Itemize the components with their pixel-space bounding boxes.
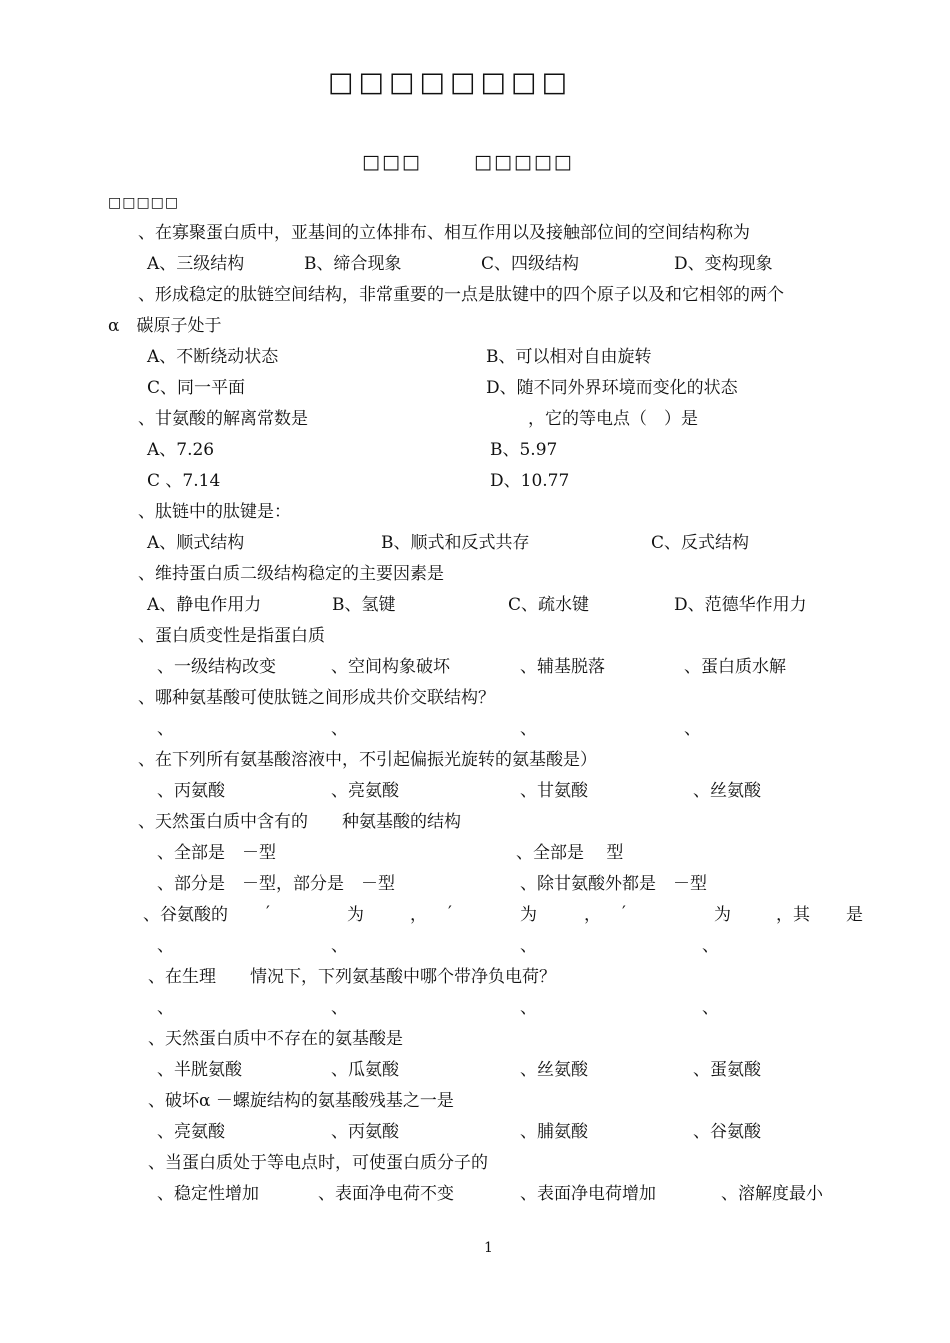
option-b: 、空间构象破坏	[331, 657, 450, 677]
option-c: 、辅基脱落	[520, 657, 605, 677]
option-d: 、除甘氨酸外都是 －型	[520, 874, 707, 894]
option-b: 、亮氨酸	[331, 781, 399, 801]
option-b: B、顺式和反式共存	[381, 533, 530, 553]
option-d: 、蛋白质水解	[684, 657, 786, 677]
question-stem: 、破坏α －螺旋结构的氨基酸残基之一是	[148, 1091, 454, 1111]
option-b: B、缔合现象	[304, 254, 402, 274]
option-c: C、四级结构	[481, 254, 580, 274]
question-stem: 、天然蛋白质中含有的 种氨基酸的结构	[138, 812, 461, 832]
option-c: 、部分是 －型，部分是 －型	[157, 874, 395, 894]
question-stem-tail: ，它的等电点（ ）是	[528, 409, 698, 429]
option-b: B、氢键	[332, 595, 396, 615]
option-d: D、范德华作用力	[674, 595, 807, 615]
page-number: 1	[484, 1240, 493, 1256]
option-d: 、	[702, 936, 719, 956]
question-stem: 、谷氨酸的	[143, 905, 228, 925]
option-b: 、	[331, 719, 348, 739]
option-c: 、表面净电荷增加	[520, 1184, 656, 1204]
question-stem-fragment: ，	[410, 905, 427, 925]
question-stem-fragment: ，	[584, 905, 601, 925]
prime-mark: ′	[266, 903, 270, 923]
question-stem: 、肽链中的肽键是：	[138, 502, 291, 522]
question-stem: 、哪种氨基酸可使肽链之间形成共价交联结构？	[138, 688, 495, 708]
option-c: C 、7.14	[147, 471, 221, 491]
option-d: 、溶解度最小	[721, 1184, 823, 1204]
question-stem: 、天然蛋白质中不存在的氨基酸是	[148, 1029, 403, 1049]
option-c: C、反式结构	[651, 533, 750, 553]
option-b: B、5.97	[490, 440, 558, 460]
question-stem: 、蛋白质变性是指蛋白质	[138, 626, 325, 646]
option-a: 、亮氨酸	[157, 1122, 225, 1142]
option-c: 、	[520, 936, 537, 956]
option-c: 、脯氨酸	[520, 1122, 588, 1142]
option-a: A、不断绕动状态	[147, 347, 279, 367]
option-b: 、	[331, 998, 348, 1018]
option-c: 、	[520, 998, 537, 1018]
option-d: D、变构现象	[674, 254, 773, 274]
author-label: □□□	[362, 151, 422, 173]
question-stem-fragment: ，其	[776, 905, 810, 925]
option-a: A、顺式结构	[147, 533, 245, 553]
option-a: 、丙氨酸	[157, 781, 225, 801]
question-stem-fragment: 为	[520, 905, 537, 925]
option-d: 、	[684, 719, 701, 739]
option-a: 、	[157, 998, 174, 1018]
option-b: B、可以相对自由旋转	[486, 347, 652, 367]
option-d: D、随不同外界环境而变化的状态	[486, 378, 738, 398]
option-c: 、甘氨酸	[520, 781, 588, 801]
question-stem: 、在寡聚蛋白质中，亚基间的立体排布、相互作用以及接触部位间的空间结构称为	[138, 223, 750, 243]
question-stem: 、当蛋白质处于等电点时，可使蛋白质分子的	[148, 1153, 488, 1173]
option-a: 、一级结构改变	[157, 657, 276, 677]
option-b: 、瓜氨酸	[331, 1060, 399, 1080]
question-stem: 、形成稳定的肽链空间结构，非常重要的一点是肽键中的四个原子以及和它相邻的两个	[138, 285, 784, 305]
option-c: C、疏水键	[508, 595, 590, 615]
option-b: 、全部是 型	[516, 843, 624, 863]
prime-mark: ′	[622, 903, 626, 923]
option-c: C、同一平面	[147, 378, 246, 398]
question-stem: 、在生理 情况下，下列氨基酸中哪个带净负电荷？	[148, 967, 556, 987]
option-a: 、	[157, 719, 174, 739]
option-b: 、表面净电荷不变	[318, 1184, 454, 1204]
question-stem-fragment: 为	[347, 905, 364, 925]
section-heading: □□□□□	[108, 195, 180, 211]
option-a: 、稳定性增加	[157, 1184, 259, 1204]
option-b: 、	[331, 936, 348, 956]
option-d: D、10.77	[490, 471, 570, 491]
question-stem: 、甘氨酸的解离常数是	[138, 409, 308, 429]
option-c: 、丝氨酸	[520, 1060, 588, 1080]
option-d: 、丝氨酸	[693, 781, 761, 801]
prime-mark: ′	[448, 903, 452, 923]
option-a: 、	[157, 936, 174, 956]
question-stem: 、维持蛋白质二级结构稳定的主要因素是	[138, 564, 444, 584]
option-d: 、	[702, 998, 719, 1018]
option-a: A、三级结构	[147, 254, 245, 274]
option-d: 、谷氨酸	[693, 1122, 761, 1142]
option-d: 、蛋氨酸	[693, 1060, 761, 1080]
author-name: □□□□□	[474, 151, 574, 173]
question-stem-continued: α 碳原子处于	[108, 316, 222, 336]
option-a: 、半胱氨酸	[157, 1060, 242, 1080]
question-stem: 、在下列所有氨基酸溶液中，不引起偏振光旋转的氨基酸是）	[138, 750, 597, 770]
question-stem-fragment: 是	[846, 905, 863, 925]
option-b: 、丙氨酸	[331, 1122, 399, 1142]
question-stem-fragment: 为	[714, 905, 731, 925]
option-a: A、7.26	[147, 440, 215, 460]
option-c: 、	[520, 719, 537, 739]
option-a: 、全部是 －型	[157, 843, 276, 863]
option-a: A、静电作用力	[147, 595, 262, 615]
document-title: □□□□□□□□	[328, 67, 573, 98]
